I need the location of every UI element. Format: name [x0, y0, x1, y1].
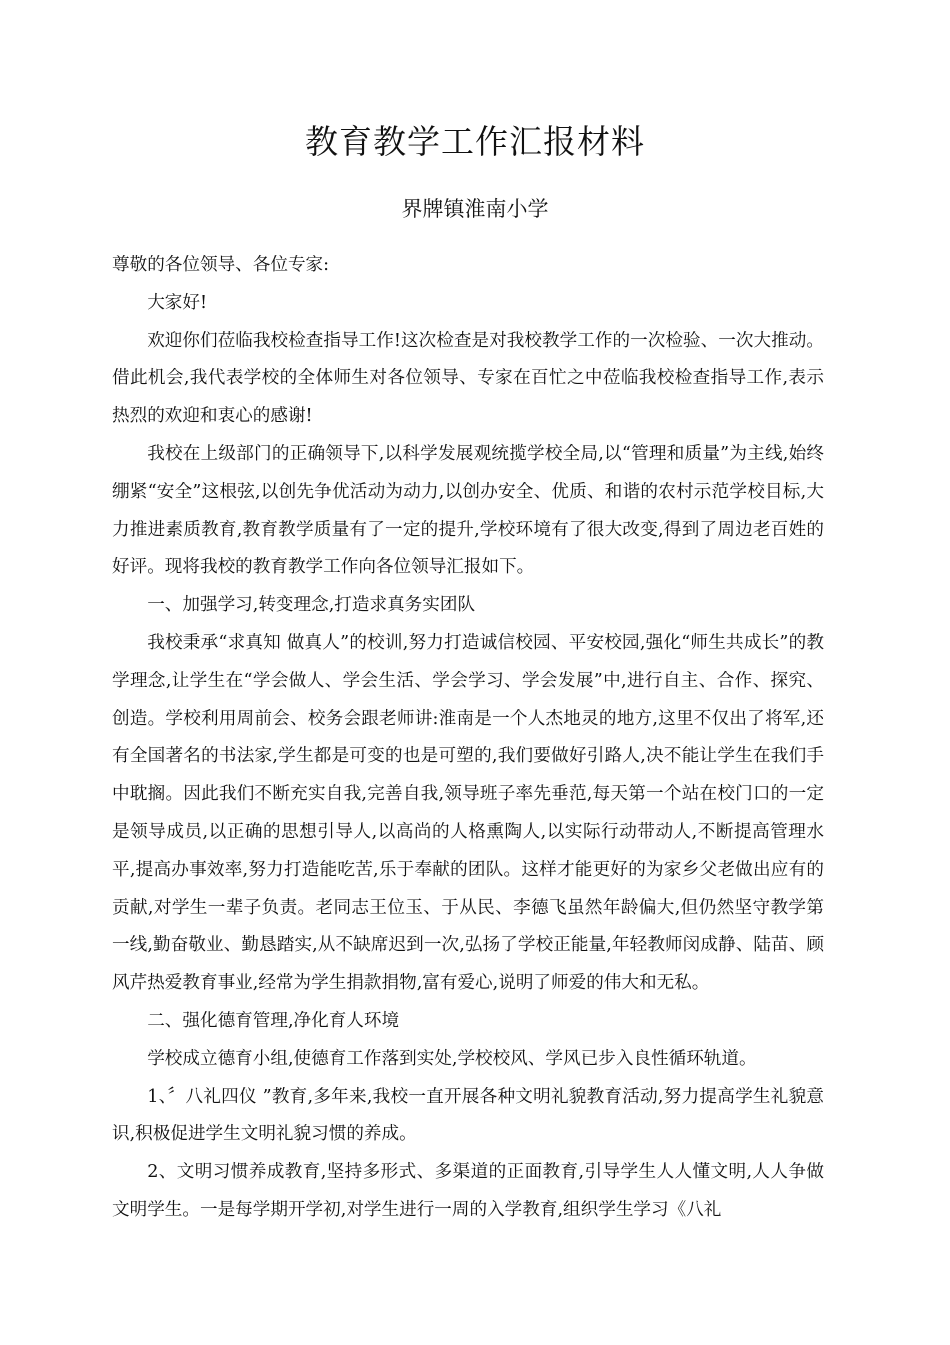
school-name: 界牌镇淮南小学: [401, 197, 549, 221]
section-heading-1: 一、加强学习,转变理念,打造求真务实团队: [147, 595, 476, 616]
paragraph-section-1: 我校秉承“求真知 做真人”的校训,努力打造诚信校园、平安校园,强化“师生共成长”的教学理念,让学生在“学会做人、学会生活、学会学习、学会发展”中,进行自主、合作、探究、创造。学校利用周前会、校务会跟老师讲:淮南是一个人杰地灵的地方,这里不仅出了将军,还有全国著名的书法家,学生都是可变的也是可塑的,我们要做好引路人,决不能让学生在我们手中耽搁。因此我们不断充实自我,完善自我,领导班子率先垂范,每天第一个站在校门口的一定是领导成员,以正确的思想引导人,以高尚的人格熏陶人,以实际行动带动人,不断提高管理水平,提高办事效率,努力打造能吃苦,乐于奉献的团队。这样才能更好的为家乡父老做出应有的贡献,对学生一辈子负责。老同志王位玉、于从民、李德飞虽然年龄偏大,但仍然坚守教学第一线,勤奋敬业、勤恳踏实,从不缺席迟到一次,弘扬了学校正能量,年轻教师闵成静、陆苗、顾风芹热爱教育事业,经常为学生捐款捐物,富有爱心,说明了师爱的伟大和无私。: [112, 632, 824, 994]
document-title: 教育教学工作汇报材料: [305, 122, 645, 161]
section-heading-2: 二、强化德育管理,净化育人环境: [147, 1010, 400, 1031]
paragraph-welcome: 欢迎你们莅临我校检查指导工作!这次检查是对我校教学工作的一次检验、一次大推动。借此机会,我代表学校的全体师生对各位领导、专家在百忙之中莅临我校检查指导工作,表示热烈的欢迎和衷心的感谢!: [112, 330, 824, 427]
document-body: [112, 247, 824, 1230]
paragraph-item-1: 1、〞八礼四仪 ”教育,多年来,我校一直开展各种文明礼貌教育活动,努力提高学生礼貌意识,积极促进学生文明礼貌习惯的养成。: [112, 1086, 824, 1145]
paragraph-section-2-intro: 学校成立德育小组,使德育工作落到实处,学校校风、学风已步入良性循环轨道。: [147, 1048, 757, 1069]
paragraph-greeting: 大家好!: [147, 292, 208, 313]
paragraph-item-2: 2、文明习惯养成教育,坚持多形式、多渠道的正面教育,引导学生人人懂文明,人人争做文明学生。一是每学期开学初,对学生进行一周的入学教育,组织学生学习《八礼: [112, 1162, 824, 1220]
salutation: 尊敬的各位领导、各位专家:: [112, 255, 330, 275]
paragraph-overview: 我校在上级部门的正确领导下,以科学发展观统揽学校全局,以“管理和质量”为主线,始终绷紧“安全”这根弦,以创先争优活动为动力,以创办安全、优质、和谐的农村示范学校目标,大力推进素质教育,教育教学质量有了一定的提升,学校环境有了很大改变,得到了周边老百姓的好评。现将我校的教育教学工作向各位领导汇报如下。: [112, 443, 824, 578]
